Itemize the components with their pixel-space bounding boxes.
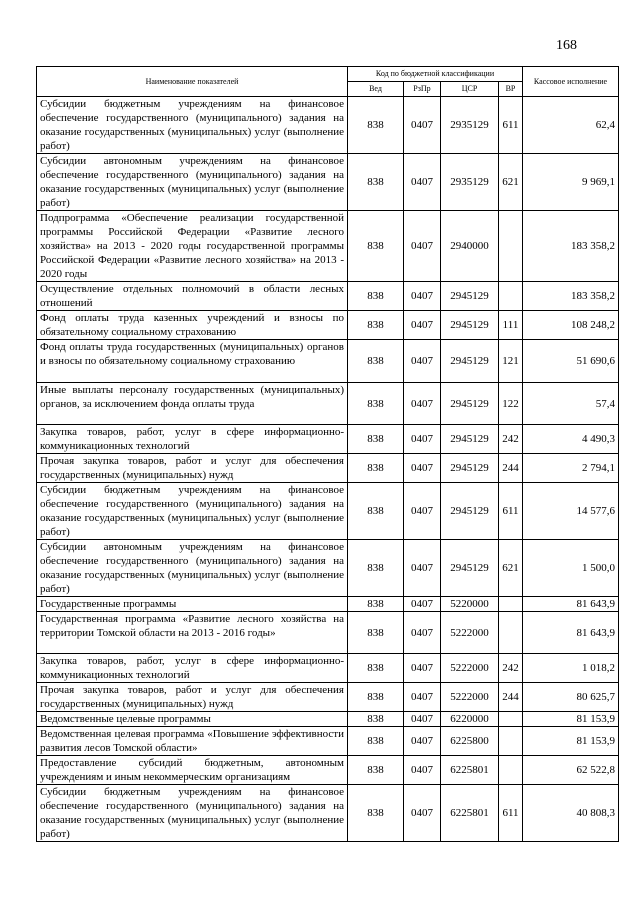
cell-amount: 81 153,9 — [523, 712, 619, 727]
cell-rzpr: 0407 — [404, 540, 441, 597]
cell-csr: 2935129 — [441, 154, 499, 211]
cell-rzpr: 0407 — [404, 756, 441, 785]
cell-amount: 2 794,1 — [523, 454, 619, 483]
cell-ved: 838 — [348, 756, 404, 785]
cell-ved: 838 — [348, 727, 404, 756]
table-body — [37, 97, 619, 842]
table-row — [37, 483, 619, 540]
cell-ved: 838 — [348, 454, 404, 483]
cell-amount: 57,4 — [523, 383, 619, 425]
cell-vr: 621 — [499, 154, 523, 211]
table-row — [37, 454, 619, 483]
cell-name: Прочая закупка товаров, работ и услуг для обеспечения государственных (муниципальных) нужд — [37, 454, 348, 483]
cell-name: Прочая закупка товаров, работ и услуг для обеспечения государственных (муниципальных) нужд — [37, 683, 348, 712]
table-row — [37, 654, 619, 683]
cell-rzpr: 0407 — [404, 712, 441, 727]
cell-rzpr: 0407 — [404, 483, 441, 540]
cell-csr: 6225800 — [441, 727, 499, 756]
cell-name: Государственная программа «Развитие лесного хозяйства на территории Томской области на 2013 - 2016 годы» — [37, 612, 348, 654]
cell-ved: 838 — [348, 612, 404, 654]
cell-name: Закупка товаров, работ, услуг в сфере информационно-коммуникационных технологий — [37, 425, 348, 454]
cell-amount: 1 500,0 — [523, 540, 619, 597]
cell-csr: 2945129 — [441, 311, 499, 340]
table-row — [37, 383, 619, 425]
cell-amount: 108 248,2 — [523, 311, 619, 340]
cell-name: Осуществление отдельных полномочий в области лесных отношений — [37, 282, 348, 311]
cell-name: Ведомственная целевая программа «Повышение эффективности развития лесов Томской области» — [37, 727, 348, 756]
table-row — [37, 727, 619, 756]
cell-rzpr: 0407 — [404, 425, 441, 454]
cell-rzpr: 0407 — [404, 454, 441, 483]
cell-ved: 838 — [348, 97, 404, 154]
cell-rzpr: 0407 — [404, 612, 441, 654]
cell-rzpr: 0407 — [404, 211, 441, 282]
cell-amount: 81 153,9 — [523, 727, 619, 756]
cell-csr: 5222000 — [441, 612, 499, 654]
cell-vr — [499, 712, 523, 727]
cell-amount: 80 625,7 — [523, 683, 619, 712]
cell-csr: 6225801 — [441, 785, 499, 842]
cell-rzpr: 0407 — [404, 282, 441, 311]
cell-csr: 6220000 — [441, 712, 499, 727]
cell-rzpr: 0407 — [404, 154, 441, 211]
cell-amount: 81 643,9 — [523, 612, 619, 654]
table-row — [37, 154, 619, 211]
header-cash-execution: Кассовое исполнение — [523, 67, 619, 97]
cell-csr: 2945129 — [441, 340, 499, 383]
cell-vr: 611 — [499, 785, 523, 842]
cell-rzpr: 0407 — [404, 785, 441, 842]
cell-rzpr: 0407 — [404, 727, 441, 756]
table-row — [37, 756, 619, 785]
cell-csr: 6225801 — [441, 756, 499, 785]
cell-csr: 2945129 — [441, 425, 499, 454]
cell-name: Ведомственные целевые программы — [37, 712, 348, 727]
cell-amount: 9 969,1 — [523, 154, 619, 211]
cell-amount: 62,4 — [523, 97, 619, 154]
cell-vr: 244 — [499, 683, 523, 712]
cell-ved: 838 — [348, 785, 404, 842]
cell-rzpr: 0407 — [404, 383, 441, 425]
cell-ved: 838 — [348, 483, 404, 540]
table-row — [37, 340, 619, 383]
cell-csr: 5222000 — [441, 683, 499, 712]
cell-amount: 1 018,2 — [523, 654, 619, 683]
cell-vr: 611 — [499, 483, 523, 540]
cell-rzpr: 0407 — [404, 654, 441, 683]
table-row — [37, 311, 619, 340]
header-budget-classification-code: Код по бюджетной классификации — [348, 67, 523, 82]
cell-rzpr: 0407 — [404, 340, 441, 383]
cell-vr: 242 — [499, 425, 523, 454]
cell-amount: 183 358,2 — [523, 282, 619, 311]
header-indicator-name: Наименование показателей — [37, 67, 348, 97]
cell-name: Предоставление субсидий бюджетным, автономным учреждениям и иным некоммерческим организациям — [37, 756, 348, 785]
cell-rzpr: 0407 — [404, 97, 441, 154]
cell-name: Иные выплаты персоналу государственных (муниципальных) органов, за исключением фонда оплаты труда — [37, 383, 348, 425]
cell-vr: 122 — [499, 383, 523, 425]
cell-ved: 838 — [348, 383, 404, 425]
cell-ved: 838 — [348, 154, 404, 211]
page-number: 168 — [556, 38, 577, 53]
cell-rzpr: 0407 — [404, 683, 441, 712]
cell-vr — [499, 282, 523, 311]
cell-amount: 62 522,8 — [523, 756, 619, 785]
cell-csr: 2945129 — [441, 383, 499, 425]
cell-csr: 2945129 — [441, 483, 499, 540]
cell-name: Субсидии автономным учреждениям на финансовое обеспечение государственного (муниципального) задания на оказание государственных (муниципальных) услуг (выполнение работ) — [37, 540, 348, 597]
cell-name: Подпрограмма «Обеспечение реализации государственной программы Российской Федерации «Развитие лесного хозяйства» на 2013 - 2020 годы государственной программы Российской Федерации «Развитие лесного хозяйства» на 2013 - 2020 годы — [37, 211, 348, 282]
cell-vr: 242 — [499, 654, 523, 683]
cell-rzpr: 0407 — [404, 311, 441, 340]
cell-amount: 183 358,2 — [523, 211, 619, 282]
cell-vr — [499, 211, 523, 282]
cell-amount: 40 808,3 — [523, 785, 619, 842]
cell-csr: 2945129 — [441, 282, 499, 311]
cell-name: Субсидии бюджетным учреждениям на финансовое обеспечение государственного (муниципального) задания на оказание государственных (муниципальных) услуг (выполнение работ) — [37, 483, 348, 540]
cell-name: Субсидии бюджетным учреждениям на финансовое обеспечение государственного (муниципального) задания на оказание государственных (муниципальных) услуг (выполнение работ) — [37, 785, 348, 842]
cell-ved: 838 — [348, 654, 404, 683]
cell-ved: 838 — [348, 282, 404, 311]
cell-ved: 838 — [348, 597, 404, 612]
budget-execution-table — [36, 66, 619, 842]
cell-amount: 81 643,9 — [523, 597, 619, 612]
cell-csr: 2935129 — [441, 97, 499, 154]
table-row — [37, 540, 619, 597]
cell-csr: 2945129 — [441, 540, 499, 597]
cell-amount: 14 577,6 — [523, 483, 619, 540]
cell-csr: 2940000 — [441, 211, 499, 282]
cell-name: Государственные программы — [37, 597, 348, 612]
cell-ved: 838 — [348, 311, 404, 340]
cell-rzpr: 0407 — [404, 597, 441, 612]
cell-vr — [499, 756, 523, 785]
cell-vr — [499, 597, 523, 612]
cell-vr: 111 — [499, 311, 523, 340]
cell-name: Фонд оплаты труда казенных учреждений и взносы по обязательному социальному страхованию — [37, 311, 348, 340]
cell-csr: 5222000 — [441, 654, 499, 683]
cell-amount: 4 490,3 — [523, 425, 619, 454]
header-vr: ВР — [499, 82, 523, 97]
cell-ved: 838 — [348, 712, 404, 727]
table-row — [37, 612, 619, 654]
table-row — [37, 683, 619, 712]
header-ved: Вед — [348, 82, 404, 97]
cell-csr: 5220000 — [441, 597, 499, 612]
cell-csr: 2945129 — [441, 454, 499, 483]
cell-vr: 611 — [499, 97, 523, 154]
cell-vr: 621 — [499, 540, 523, 597]
table-row — [37, 597, 619, 612]
cell-name: Фонд оплаты труда государственных (муниципальных) органов и взносы по обязательному социальному страхованию — [37, 340, 348, 383]
header-rzpr: РзПр — [404, 82, 441, 97]
cell-vr — [499, 727, 523, 756]
table-row — [37, 97, 619, 154]
table-row — [37, 425, 619, 454]
cell-ved: 838 — [348, 425, 404, 454]
table-row — [37, 211, 619, 282]
header-csr: ЦСР — [441, 82, 499, 97]
cell-ved: 838 — [348, 683, 404, 712]
cell-ved: 838 — [348, 540, 404, 597]
cell-name: Субсидии автономным учреждениям на финансовое обеспечение государственного (муниципального) задания на оказание государственных (муниципальных) услуг (выполнение работ) — [37, 154, 348, 211]
cell-ved: 838 — [348, 211, 404, 282]
table-row — [37, 712, 619, 727]
cell-vr: 244 — [499, 454, 523, 483]
table-row — [37, 282, 619, 311]
cell-name: Субсидии бюджетным учреждениям на финансовое обеспечение государственного (муниципального) задания на оказание государственных (муниципальных) услуг (выполнение работ) — [37, 97, 348, 154]
cell-name: Закупка товаров, работ, услуг в сфере информационно-коммуникационных технологий — [37, 654, 348, 683]
cell-amount: 51 690,6 — [523, 340, 619, 383]
cell-vr: 121 — [499, 340, 523, 383]
table-row — [37, 785, 619, 842]
cell-vr — [499, 612, 523, 654]
cell-ved: 838 — [348, 340, 404, 383]
